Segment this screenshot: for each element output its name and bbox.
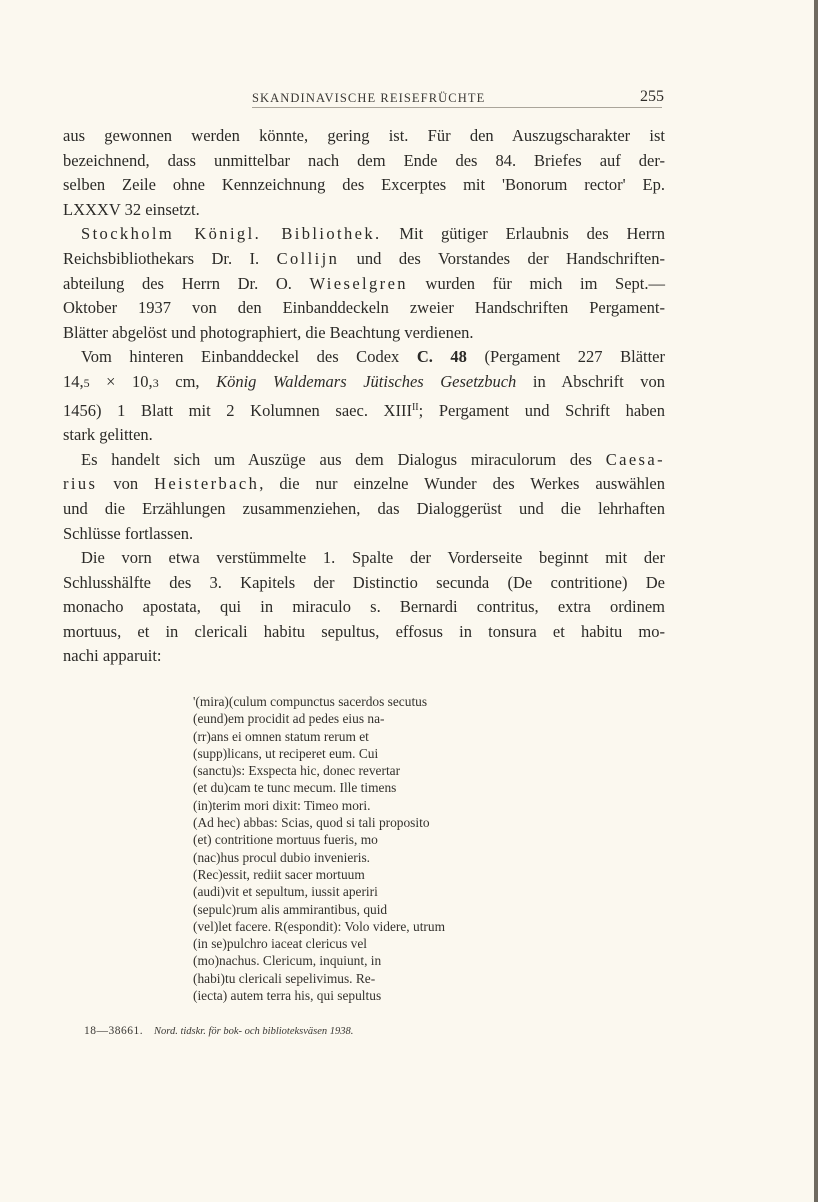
text-span: cm, [158, 371, 217, 391]
quote-line: (mo)nachus. Clericum, inquiunt, in [193, 953, 382, 969]
quote-line: (vel)let facere. R(espondit): Volo videre, utrum [193, 918, 445, 934]
quote-line: (in se)pulchro iaceat clericus vel [193, 936, 367, 952]
person-name: Collijn [276, 248, 340, 268]
text-line: mortuus, et in clericali habitu sepultus, effosus in tonsura et habitu mo- [63, 621, 665, 641]
text-line: selben Zeile ohne Kennzeichnung des Excerptes mit 'Bonorum rector' Ep. [63, 175, 665, 195]
quote-line: (et du)cam te tunc mecum. Ille timens [193, 780, 397, 796]
text-line: Schlusshälfte des 3. Kapitels der Distinctio secunda (De contritione) De [63, 572, 665, 592]
quote-line: (audi)vit et sepultum, iussit aperiri [193, 884, 378, 900]
text-line: nachi apparuit: [63, 646, 162, 666]
quote-line: (rr)ans ei omnen statum rerum et [193, 728, 369, 744]
decimal-digit: 5 [83, 375, 90, 390]
quote-line: (habi)tu clericali sepelivimus. Re- [193, 970, 376, 986]
page-footer [84, 1025, 444, 1037]
text-line [63, 448, 665, 473]
text-line [63, 472, 665, 497]
quote-line: (Rec)essit, rediit sacer mortuum [193, 866, 365, 882]
text-span: (Pergament 227 Blätter [466, 347, 666, 367]
quote-line: (sepulc)rum alis ammirantibus, quid [193, 901, 388, 917]
text-line: stark gelitten. [63, 425, 153, 445]
quote-line: (iecta) autem terra his, qui sepultus [193, 988, 382, 1004]
text-line: Die vorn etwa verstümmelte 1. Spalte der Vorderseite beginnt mit der [81, 548, 665, 568]
quote-line: '(mira)(culum compunctus sacerdos secutus [193, 694, 428, 709]
header-rule [252, 107, 662, 108]
person-name: rius [63, 474, 98, 494]
quote-line: (eund)em procidit ad pedes eius na- [193, 711, 385, 727]
journal-title: Nord. tidskr. för bok- och biblioteksväsen 1938. [154, 1026, 354, 1037]
text-span: Mit gütiger Erlaubnis des Herrn [381, 224, 665, 244]
place-name: Stockholm Königl. Bibliothek. [81, 224, 382, 244]
latin-quotation [193, 693, 553, 1004]
text-line: Blätter abgelöst und photographiert, die Beachtung verdienen. [63, 322, 474, 342]
text-line: und die Erzählungen zusammenziehen, das Dialoggerüst und die lehrhaften [63, 498, 665, 518]
decimal-digit: 3 [152, 375, 159, 390]
text-line: aus gewonnen werden könnte, gering ist. Für den Auszugscharakter ist [63, 126, 665, 145]
body-text [63, 124, 665, 669]
person-name: Heisterbach [154, 474, 260, 494]
text-span: in Abschrift von [516, 371, 665, 391]
page-edge [814, 0, 818, 1202]
text-span: Es handelt sich um Auszüge aus dem Dialogus miraculorum des [81, 449, 606, 469]
person-name: Wieselgren [309, 273, 408, 293]
text-span: Vom hinteren Einbanddeckel des Codex [81, 347, 417, 367]
quote-line: (Ad hec) abbas: Scias, quod si tali proposito [193, 815, 430, 831]
superscript: II [411, 401, 419, 413]
text-span: wurden für mich im Sept.— [407, 273, 665, 293]
quote-line: (in)terim mori dixit: Timeo mori. [193, 797, 371, 813]
text-span: 1456) 1 Blatt mit 2 Kolumnen saec. XIII [63, 400, 412, 420]
text-span: Reichsbibliothekars Dr. I. [63, 248, 277, 268]
text-line [63, 247, 665, 272]
text-line [63, 370, 665, 396]
page-header [252, 88, 664, 110]
text-line: bezeichnend, dass unmittelbar nach dem Ende des 84. Briefes auf der- [63, 150, 665, 170]
person-name: Caesa- [605, 449, 665, 469]
text-span: abteilung des Herrn Dr. O. [63, 273, 310, 293]
text-line [63, 222, 665, 247]
text-span: , die nur einzelne Wunder des Werkes auswählen [259, 474, 665, 494]
quote-line: (supp)licans, ut reciperet eum. Cui [193, 745, 379, 761]
text-line [63, 396, 665, 424]
text-span: von [97, 474, 155, 494]
quote-line: (et) contritione mortuus fueris, mo [193, 832, 378, 848]
text-span: × 10, [89, 371, 153, 391]
page-number: 255 [640, 88, 664, 105]
codex-signature: C. 48 [416, 347, 467, 367]
text-line [63, 272, 665, 297]
running-head: SKANDINAVISCHE REISEFRÜCHTE [252, 91, 486, 105]
text-span: 14, [63, 371, 84, 391]
text-span: und des Vorstandes der Handschriften- [339, 248, 665, 268]
text-line [63, 345, 665, 370]
quote-line: (sanctu)s: Exspecta hic, donec revertar [193, 763, 401, 779]
printer-signature: 18—38661. [84, 1025, 144, 1037]
work-title: König Waldemars Jütisches Gesetzbuch [216, 371, 517, 391]
text-line: Schlüsse fortlassen. [63, 523, 194, 543]
text-line: Oktober 1937 von den Einbanddeckeln zweier Handschriften Pergament- [63, 298, 665, 318]
quote-line: (nac)hus procul dubio invenieris. [193, 849, 371, 865]
text-line: LXXXV 32 einsetzt. [63, 199, 200, 219]
text-span: ; Pergament und Schrift haben [418, 400, 666, 420]
text-line: monacho apostata, qui in miraculo s. Bernardi contritus, extra ordinem [63, 597, 665, 617]
